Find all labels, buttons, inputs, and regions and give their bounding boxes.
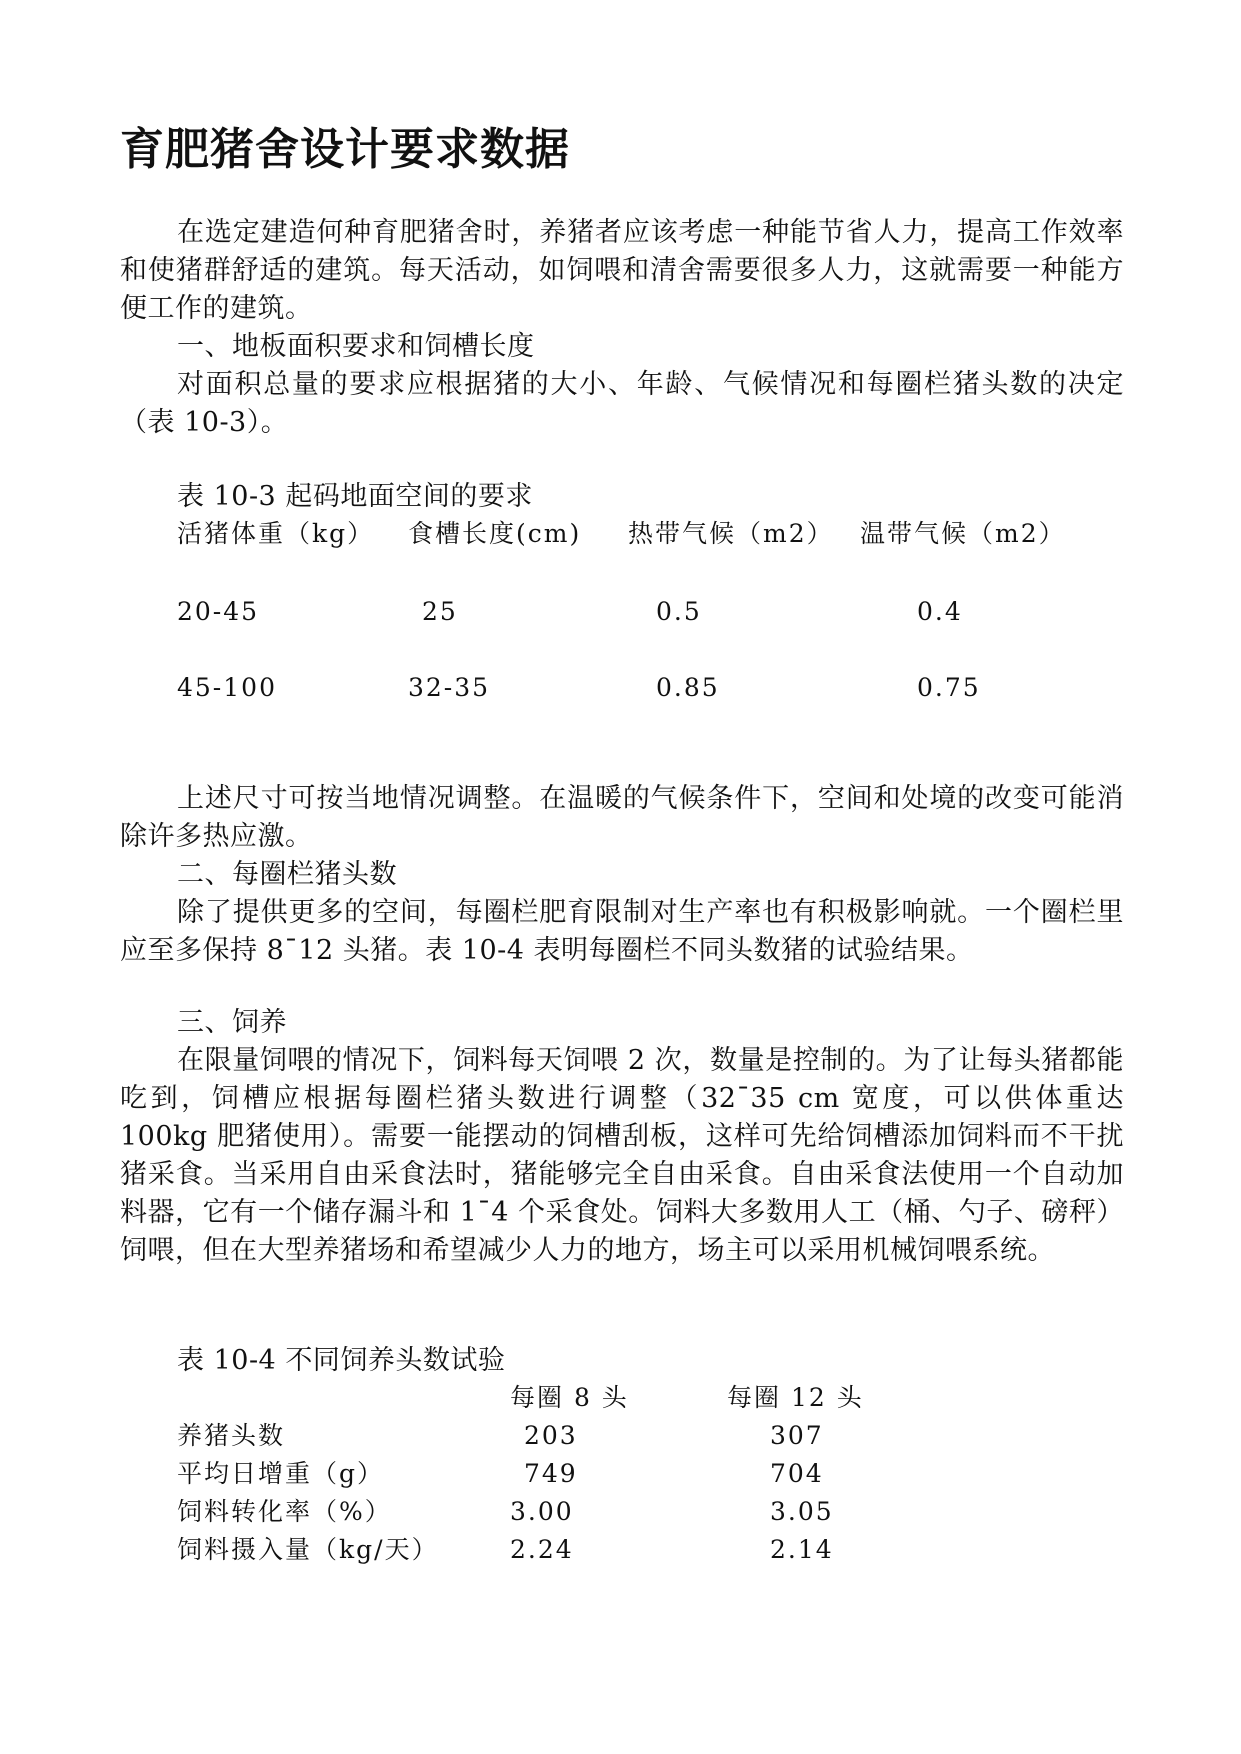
- section1-paragraph: 对面积总量的要求应根据猪的大小、年龄、气候情况和每圈栏猪头数的决定（表 10-3）。: [120, 369, 1124, 438]
- section3-paragraph: 在限量饲喂的情况下，饲料每天饲喂 2 次，数量是控制的。为了让每头猪都能吃到，饲槽应根据每圈栏猪头数进行调整（32¯35 cm 宽度，可以供体重达 100kg 肥猪使用）。需要一能摆动的饲槽刮板，这样可先给饲槽添加饲料而不干扰猪采食。当采用自由采食法时，猪能够完全自由采食。自由采食法使用一个自动加料器，它有一个储存漏斗和 1¯4 个采食处。饲料大多数用人工（桶、勺子、磅秤）饲喂，但在大型养猪场和希望减少人力的地方，场主可以采用机械饲喂系统。: [120, 1045, 1124, 1266]
- table2-cell: 704: [770, 1459, 824, 1488]
- after-table1-paragraph: 上述尺寸可按当地情况调整。在温暖的气候条件下，空间和处境的改变可能消除许多热应激。: [120, 783, 1124, 852]
- table1-caption: 表 10-3 起码地面空间的要求: [177, 481, 533, 512]
- table2-cell: 3.00: [510, 1497, 574, 1526]
- table2-cell: 203: [524, 1421, 578, 1450]
- table2-row-label: 养猪头数: [177, 1421, 286, 1450]
- table1-header-temperate: 温带气候（m2）: [860, 519, 1066, 548]
- section1-heading: 一、地板面积要求和饲槽长度: [177, 331, 535, 362]
- table1-header-tropical: 热带气候（m2）: [628, 519, 834, 548]
- table1-cell: 0.85: [656, 673, 720, 702]
- section3-heading: 三、饲养: [177, 1007, 287, 1038]
- page-title: 育肥猪舍设计要求数据: [120, 124, 570, 175]
- table1-cell: 0.5: [656, 597, 702, 626]
- table2-header-12: 每圈 12 头: [727, 1383, 864, 1412]
- table1-cell: 45-100: [177, 673, 277, 702]
- section2-paragraph: 除了提供更多的空间，每圈栏肥育限制对生产率也有积极影响就。一个圈栏里应至多保持 8¯12 头猪。表 10-4 表明每圈栏不同头数猪的试验结果。: [120, 897, 1124, 966]
- table2-row-label: 平均日增重（g）: [177, 1459, 385, 1488]
- table2-row-label: 饲料摄入量（kg/天）: [177, 1535, 439, 1564]
- table2-cell: 307: [770, 1421, 824, 1450]
- table2-row-label: 饲料转化率（%）: [177, 1497, 392, 1526]
- table1-header-weight: 活猪体重（kg）: [177, 519, 375, 548]
- table2-cell: 2.14: [770, 1535, 834, 1564]
- table1-cell: 0.4: [917, 597, 963, 626]
- table2-cell: 749: [524, 1459, 578, 1488]
- table1-header-trough: 食槽长度(cm): [408, 519, 582, 548]
- table1-cell: 0.75: [917, 673, 981, 702]
- table1-cell: 25: [422, 597, 458, 626]
- table2-cell: 3.05: [770, 1497, 834, 1526]
- table2-cell: 2.24: [510, 1535, 574, 1564]
- table1-cell: 20-45: [177, 597, 260, 626]
- section2-heading: 二、每圈栏猪头数: [177, 859, 397, 890]
- table2-header-8: 每圈 8 头: [510, 1383, 629, 1412]
- table2-caption: 表 10-4 不同饲养头数试验: [177, 1345, 506, 1376]
- table1-cell: 32-35: [408, 673, 491, 702]
- intro-paragraph: 在选定建造何种育肥猪舍时，养猪者应该考虑一种能节省人力，提高工作效率和使猪群舒适的建筑。每天活动，如饲喂和清舍需要很多人力，这就需要一种能方便工作的建筑。: [120, 217, 1124, 324]
